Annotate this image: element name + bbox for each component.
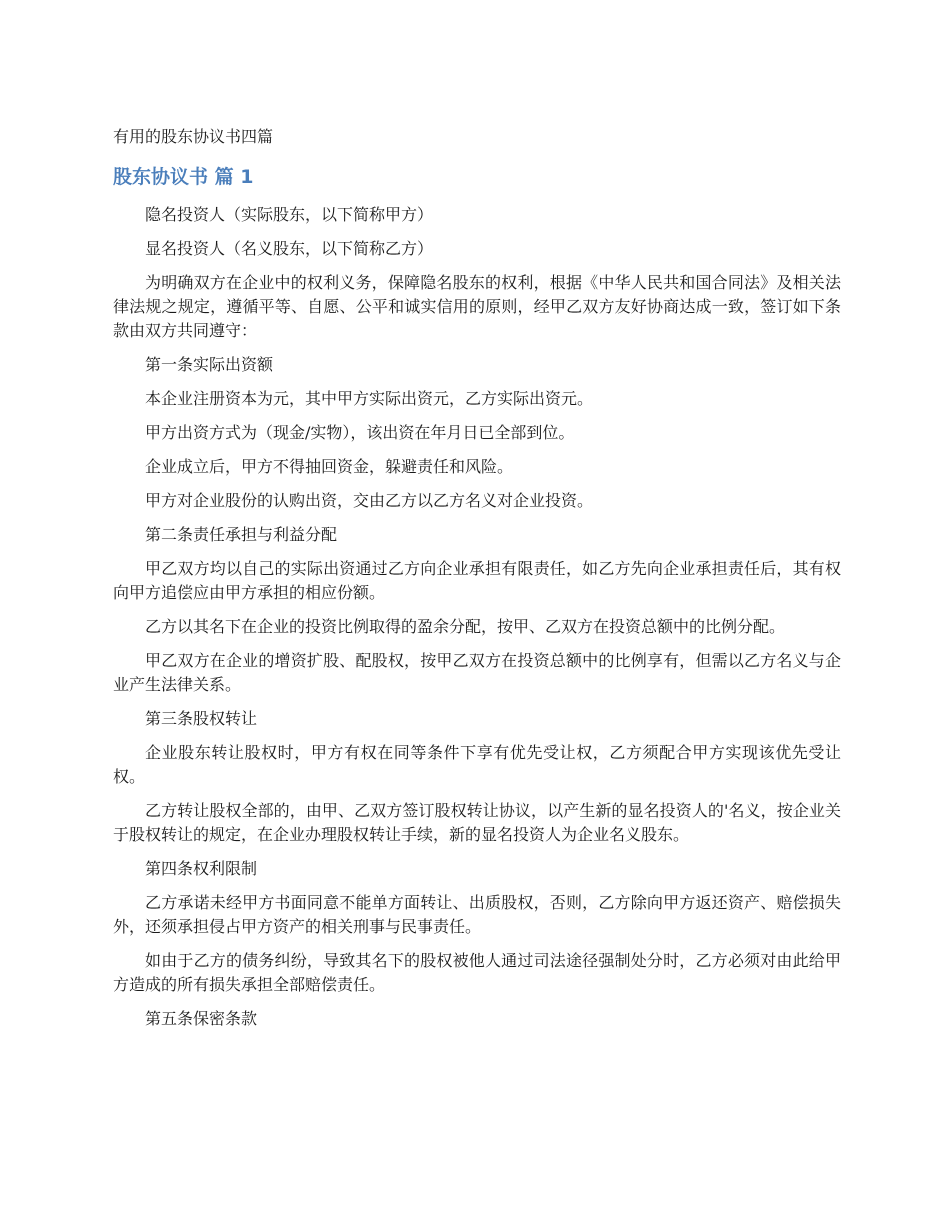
article-heading-4: 第四条权利限制	[145, 859, 258, 878]
article-heading-5: 第五条保密条款	[145, 1009, 258, 1028]
paragraph: 企业成立后，甲方不得抽回资金，躲避责任和风险。	[145, 457, 514, 476]
paragraph: 甲方对企业股份的认购出资，交由乙方以乙方名义对企业投资。	[145, 491, 594, 510]
article-heading-1: 第一条实际出资额	[145, 355, 274, 374]
paragraph-preamble: 为明确双方在企业中的权利义务，保障隐名股东的权利，根据《中华人民共和国合同法》及相关法律法规之规定，遵循平等、自愿、公平和诚实信用的原则，经甲乙双方友好协商达成一致，签订如下条款由双方共同遵守：	[113, 273, 841, 340]
paragraph: 甲乙双方均以自己的实际出资通过乙方向企业承担有限责任，如乙方先向企业承担责任后，其有权向甲方追偿应由甲方承担的相应份额。	[113, 559, 841, 602]
paragraph: 乙方以其名下在企业的投资比例取得的盈余分配，按甲、乙双方在投资总额中的比例分配。	[145, 617, 786, 636]
paragraph: 乙方承诺未经甲方书面同意不能单方面转让、出质股权，否则，乙方除向甲方返还资产、赔偿损失外，还须承担侵占甲方资产的相关刑事与民事责任。	[113, 893, 841, 936]
article-heading-3: 第三条股权转让	[145, 709, 258, 728]
section-heading: 股东协议书 篇 1	[113, 166, 254, 188]
paragraph: 甲方出资方式为（现金/实物），该出资在年月日已全部到位。	[145, 423, 575, 442]
paragraph: 乙方转让股权全部的，由甲、乙双方签订股权转让协议，以产生新的显名投资人的'名义，按企业关于股权转让的规定，在企业办理股权转让手续，新的显名投资人为企业名义股东。	[113, 801, 841, 844]
article-heading-2: 第二条责任承担与利益分配	[145, 525, 338, 544]
paragraph-hidden-investor: 隐名投资人（实际股东，以下简称甲方）	[145, 205, 434, 224]
paragraph: 企业股东转让股权时，甲方有权在同等条件下享有优先受让权，乙方须配合甲方实现该优先受让权。	[113, 743, 841, 786]
document-title: 有用的股东协议书四篇	[113, 127, 274, 146]
paragraph: 甲乙双方在企业的增资扩股、配股权，按甲乙双方在投资总额中的比例享有，但需以乙方名义与企业产生法律关系。	[113, 651, 841, 694]
paragraph: 如由于乙方的债务纠纷，导致其名下的股权被他人通过司法途径强制处分时，乙方必须对由此给甲方造成的所有损失承担全部赔偿责任。	[113, 951, 841, 994]
document-body	[113, 203, 841, 1041]
paragraph: 本企业注册资本为元，其中甲方实际出资元，乙方实际出资元。	[145, 389, 594, 408]
paragraph-nominal-investor: 显名投资人（名义股东，以下简称乙方）	[145, 239, 434, 258]
